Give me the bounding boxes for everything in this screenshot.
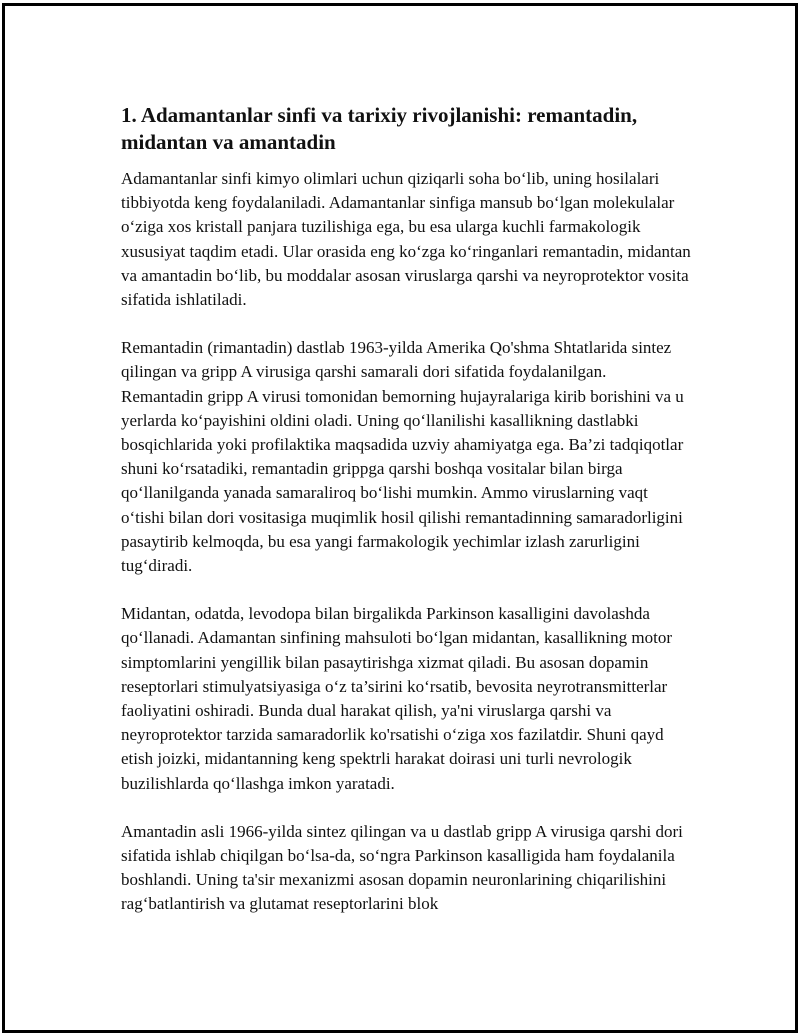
paragraph-remantadin: Remantadin (rimantadin) dastlab 1963-yilda Amerika Qo'shma Shtatlarida sintez qilingan va gripp A virusiga qarshi samarali dori sifatida foydalanilgan. Remantadin gripp A virusi tomonidan bemorning hujayralariga kirib borishini va u yerlarda ko‘payishini oldini oladi. Uning qo‘llanilishi kasallikning dastlabki bosqichlarida yoki profilaktika maqsadida uzviy ahamiyatga ega. Ba’zi tadqiqotlar shuni ko‘rsatadiki, remantadin grippga qarshi boshqa vositalar bilan birga qo‘llanilganda yanada samaraliroq bo‘lishi mumkin. Ammo viruslarning vaqt o‘tishi bilan dori vositasiga muqimlik hosil qilishi remantadinning samaradorligini pasaytirib kelmoqda, bu esa yangi farmakologik yechimlar izlash zarurligini tug‘diradi. bbox=[121, 338, 684, 576]
document-body bbox=[121, 102, 691, 941]
paragraph-amantadin: Amantadin asli 1966-yilda sintez qilingan va u dastlab gripp A virusiga qarshi dori sifatida ishlab chiqilgan bo‘lsa-da, so‘ngra Parkinson kasalligida ham foydalanila boshlandi. Uning ta'sir mexanizmi asosan dopamin neuronlarining chiqarilishini rag‘batlantirish va glutamat reseptorlarini blok bbox=[121, 821, 683, 914]
paragraph-adamantanes-intro: Adamantanlar sinfi kimyo olimlari uchun qiziqarli soha bo‘lib, uning hosilalari tibbiyotda keng foydalaniladi. Adamantanlar sinfiga mansub bo‘lgan molekulalar o‘ziga xos kristall panjara tuzilishiga ega, bu esa ularga kuchli farmakologik xususiyat taqdim etadi. Ular orasida eng ko‘zga ko‘ringanlari remantadin, midantan va amantadin bo‘lib, bu moddalar asosan viruslarga qarshi va neyroprotektor vosita sifatida ishlatiladi. bbox=[121, 169, 691, 310]
document-page bbox=[2, 3, 798, 1033]
section-heading: 1. Adamantanlar sinfi va tarixiy rivojlanishi: remantadin, midantan va amantadin bbox=[121, 103, 638, 154]
paragraph-midantan: Midantan, odatda, levodopa bilan birgalikda Parkinson kasalligini davolashda qo‘llanadi. Adamantan sinfining mahsuloti bo‘lgan midantan, kasallikning motor simptomlarini yengillik bilan pasaytirishga xizmat qiladi. Bu asosan dopamin reseptorlari stimulyatsiyasiga o‘z ta’sirini ko‘rsatib, bevosita neyrotransmitterlar faoliyatini oshiradi. Bunda dual harakat qilish, ya'ni viruslarga qarshi va neyroprotektor tarzida samaradorlik ko'rsatishi o‘ziga xos fazilatdir. Shuni qayd etish joizki, midantanning keng spektrli harakat doirasi uni turli nevrologik buzilishlarda qo‘llashga imkon yaratadi. bbox=[121, 604, 672, 793]
